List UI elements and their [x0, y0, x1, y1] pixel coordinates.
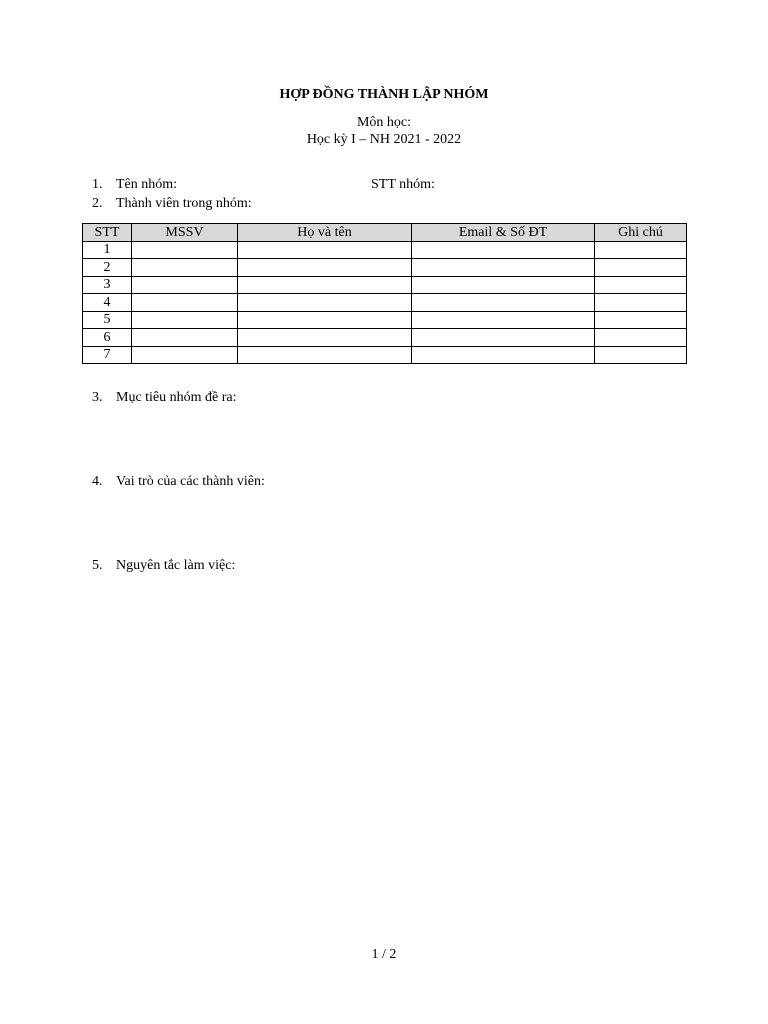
column-header-name: Họ và tên — [238, 224, 412, 242]
table-row — [83, 259, 687, 277]
mssv-cell — [132, 294, 238, 312]
mssv-cell — [132, 329, 238, 347]
contact-cell — [412, 241, 595, 259]
members-table — [82, 223, 687, 364]
row-stt-cell: 2 — [83, 259, 132, 277]
item-label: Vai trò của các thành viên: — [116, 474, 265, 489]
table-row — [83, 294, 687, 312]
contact-cell — [412, 346, 595, 364]
name-cell — [238, 311, 412, 329]
column-header-mssv: MSSV — [132, 224, 238, 242]
page-number: 1 / 2 — [371, 947, 397, 962]
name-cell — [238, 329, 412, 347]
notes-cell — [595, 276, 687, 294]
table-row — [83, 241, 687, 259]
row-stt-cell: 4 — [83, 294, 132, 312]
mssv-cell — [132, 241, 238, 259]
name-cell — [238, 276, 412, 294]
document-title: HỢP ĐỒNG THÀNH LẬP NHÓM — [279, 87, 489, 102]
contact-cell — [412, 329, 595, 347]
mssv-cell — [132, 346, 238, 364]
row-stt-cell: 7 — [83, 346, 132, 364]
mssv-cell — [132, 259, 238, 277]
row-stt-cell: 1 — [83, 241, 132, 259]
row-stt-cell: 5 — [83, 311, 132, 329]
contact-cell — [412, 311, 595, 329]
item-number: 2. — [92, 196, 103, 211]
item-goals — [92, 390, 237, 406]
table-row — [83, 311, 687, 329]
contact-cell — [412, 259, 595, 277]
table-row — [83, 276, 687, 294]
contact-cell — [412, 294, 595, 312]
group-number-label: STT nhóm: — [371, 177, 435, 192]
item-members — [92, 196, 252, 212]
notes-cell — [595, 259, 687, 277]
item-roles — [92, 474, 265, 490]
table-row — [83, 346, 687, 364]
name-cell — [238, 294, 412, 312]
item-label: Tên nhóm: — [116, 177, 178, 192]
item-number: 4. — [92, 474, 103, 489]
item-number: 3. — [92, 390, 103, 405]
notes-cell — [595, 346, 687, 364]
mssv-cell — [132, 276, 238, 294]
term-label: Học kỳ I – NH 2021 - 2022 — [306, 132, 462, 147]
item-number: 5. — [92, 558, 103, 573]
contact-cell — [412, 276, 595, 294]
name-cell — [238, 259, 412, 277]
name-cell — [238, 346, 412, 364]
notes-cell — [595, 311, 687, 329]
item-label: Nguyên tắc làm việc: — [116, 558, 236, 573]
notes-cell — [595, 241, 687, 259]
item-label: Mục tiêu nhóm đề ra: — [116, 390, 237, 405]
column-header-notes: Ghi chú — [595, 224, 687, 242]
item-number: 1. — [92, 177, 103, 192]
subject-label: Môn học: — [356, 115, 412, 130]
mssv-cell — [132, 311, 238, 329]
item-principles — [92, 558, 235, 574]
item-label: Thành viên trong nhóm: — [116, 196, 252, 211]
row-stt-cell: 6 — [83, 329, 132, 347]
notes-cell — [595, 294, 687, 312]
table-row — [83, 329, 687, 347]
table-header-row — [83, 224, 687, 242]
row-stt-cell: 3 — [83, 276, 132, 294]
item-group-name — [92, 177, 177, 193]
name-cell — [238, 241, 412, 259]
notes-cell — [595, 329, 687, 347]
column-header-stt: STT — [83, 224, 132, 242]
column-header-contact: Email & Số ĐT — [412, 224, 595, 242]
